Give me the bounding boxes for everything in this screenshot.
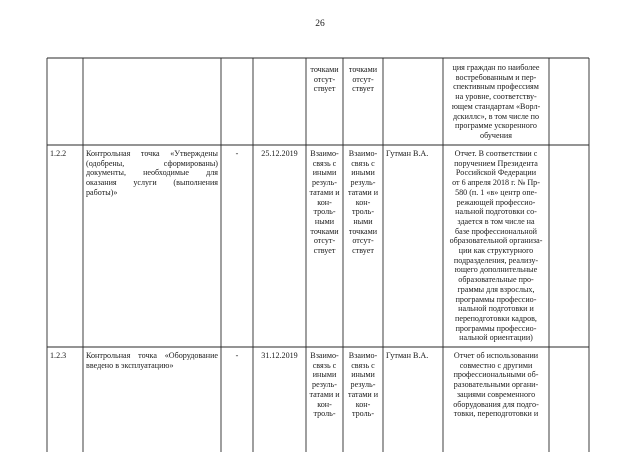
- result-line: совместно с другими: [459, 360, 533, 370]
- interrelation-line: троль-: [313, 207, 336, 217]
- result-line: нальной подготовки и: [458, 304, 534, 314]
- row-2-name: Контрольная точка «Оборудование введено в эксплуатацию»: [86, 351, 218, 370]
- row-1-interrelation-a: [307, 149, 342, 256]
- interrelation-line: кон-: [355, 399, 371, 409]
- interrelation-line: троль-: [313, 409, 336, 419]
- result-line: востребованным и пер-: [455, 72, 537, 82]
- interrelation-line: иными: [312, 370, 337, 380]
- interrelation-line: татами и: [347, 187, 379, 197]
- result-line: здается в том числе на: [457, 216, 535, 226]
- interrelation-line: Взаимо-: [348, 351, 378, 360]
- result-line: ющего дополнительные: [454, 265, 538, 275]
- interrelation-line: связь с: [351, 360, 375, 370]
- result-line: поручением Президента: [454, 158, 538, 168]
- row-2-interrelation-a: [307, 351, 342, 419]
- row-1-responsible: Гутман В.А.: [386, 149, 429, 158]
- interrelation-line: татами и: [309, 389, 340, 399]
- row-2-responsible: Гутман В.А.: [386, 351, 429, 360]
- row-1-end: 25.12.2019: [261, 149, 298, 158]
- interrelation-line: отсут-: [313, 74, 336, 84]
- interrelation-line: кон-: [317, 197, 332, 207]
- row-1-number: 1.2.2: [50, 149, 67, 158]
- result-line: зациями современного: [456, 389, 536, 399]
- interrelation-line: ствует: [313, 84, 336, 94]
- result-line: программы профессио-: [455, 294, 537, 304]
- continuation-interrelation-b: [344, 65, 382, 94]
- interrelation-line: связь с: [351, 158, 375, 168]
- interrelation-line: иными: [312, 168, 337, 178]
- result-line: нальной ориентации): [459, 333, 533, 343]
- result-line: дскиллс», в том числе по: [452, 111, 540, 121]
- result-line: программе ускоренного: [455, 121, 537, 131]
- row-2-number: 1.2.3: [50, 351, 67, 360]
- result-line: оборудования для подго-: [453, 399, 539, 409]
- result-line: 580 (п. 1 «в» центр опе-: [455, 187, 537, 197]
- result-line: подразделения, реализу-: [453, 255, 539, 265]
- interrelation-line: отсут-: [352, 74, 374, 84]
- result-line: переподготовки кадров,: [455, 313, 537, 323]
- result-line: базе профессиональной: [455, 226, 537, 236]
- interrelation-line: ствует: [352, 246, 374, 256]
- result-line: на уровне, соответству-: [455, 92, 537, 102]
- continuation-interrelation-a: [307, 65, 342, 94]
- interrelation-line: татами и: [347, 389, 379, 399]
- result-line: ция граждан по наиболее: [452, 63, 540, 72]
- row-1-name: Контрольная точка «Утверждены (одобрены, сформированы) документы, необходимые для оказания услуги (выполнения работы)»: [86, 149, 218, 197]
- row-2-start: -: [235, 351, 239, 360]
- interrelation-line: связь с: [312, 158, 337, 168]
- result-line: обучения: [480, 130, 512, 140]
- result-line: Отчет. В соответствии с: [454, 149, 538, 158]
- result-line: профессиональными об-: [453, 370, 539, 380]
- interrelation-line: отсут-: [313, 236, 336, 246]
- result-line: нальной подготовки со-: [455, 207, 537, 217]
- interrelation-line: ными: [353, 216, 373, 226]
- page-number: 26: [315, 19, 325, 29]
- result-line: Российской Федерации: [455, 168, 537, 178]
- interrelation-line: связь с: [312, 360, 337, 370]
- row-1-result: [444, 149, 548, 343]
- interrelation-line: точками: [348, 65, 378, 74]
- interrelation-line: точками: [310, 65, 339, 74]
- row-1-interrelation-b: [344, 149, 382, 256]
- interrelation-line: татами и: [309, 187, 340, 197]
- interrelation-line: кон-: [317, 399, 332, 409]
- interrelation-line: точками: [310, 226, 339, 236]
- interrelation-line: Взаимо-: [310, 149, 339, 158]
- interrelation-line: резуль-: [312, 380, 337, 390]
- result-line: образовательной организа-: [449, 236, 543, 246]
- result-line: Отчет об использовании: [453, 351, 539, 360]
- result-line: режающей профессио-: [456, 197, 536, 207]
- interrelation-line: резуль-: [312, 178, 337, 188]
- row-1-start: -: [235, 149, 239, 158]
- result-line: ющем стандартам «Ворл-: [451, 101, 541, 111]
- interrelation-line: ствует: [352, 84, 374, 94]
- interrelation-line: кон-: [355, 197, 371, 207]
- interrelation-line: резуль-: [350, 178, 376, 188]
- result-line: товки, переподготовки и: [453, 409, 539, 419]
- interrelation-line: троль-: [351, 207, 375, 217]
- result-line: образовательные про-: [458, 275, 534, 285]
- result-line: спективным профессиям: [453, 82, 539, 92]
- interrelation-line: иными: [351, 370, 375, 380]
- result-line: ции как структурного: [458, 246, 534, 256]
- result-line: от 6 апреля 2018 г. № Пр-: [452, 178, 540, 188]
- row-2-result: [444, 351, 548, 419]
- continuation-result: [444, 63, 548, 141]
- interrelation-line: Взаимо-: [348, 149, 378, 158]
- interrelation-line: троль-: [351, 409, 375, 419]
- interrelation-line: ными: [314, 216, 335, 226]
- result-line: разовательными органи-: [453, 380, 539, 390]
- interrelation-line: иными: [351, 168, 375, 178]
- interrelation-line: резуль-: [350, 380, 376, 390]
- interrelation-line: точками: [348, 226, 378, 236]
- result-line: программы профессио-: [455, 323, 537, 333]
- row-2-interrelation-b: [344, 351, 382, 419]
- interrelation-line: ствует: [313, 246, 336, 256]
- result-line: граммы для взрослых,: [457, 284, 535, 294]
- interrelation-line: Взаимо-: [310, 351, 339, 360]
- interrelation-line: отсут-: [352, 236, 374, 246]
- row-2-end: 31.12.2019: [261, 351, 298, 360]
